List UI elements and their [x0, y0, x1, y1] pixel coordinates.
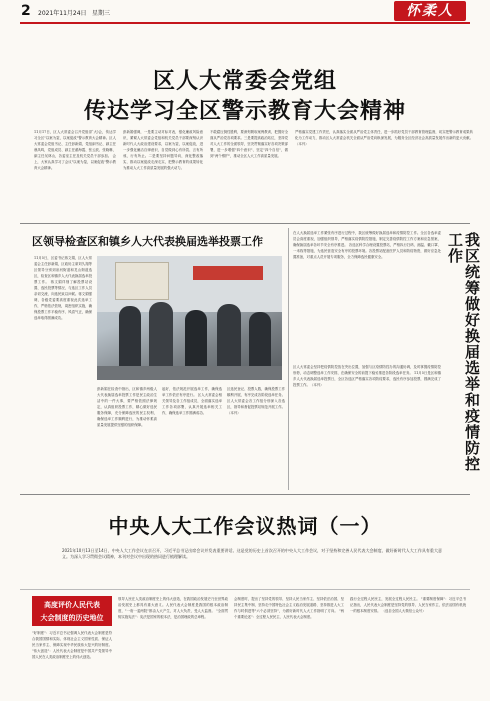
bottom-sidebar-text: "好制度"：习近平总书记强调人民代表大会制度是符合我国国情和实际、体现社会主义国家性质、保证人民当家作主、保障实现中华民族伟大复兴的好制度。 "伟大创造"：人民代表大会制度是中国共产党领导中国人民在人类政治制度史上的伟大创造。	[32, 631, 112, 659]
top-article-col3: 不敢腐压倒性胜利，要深刻吸取案例教训，把握好全面从严治党各项要求。三是要提高政治站位，坚持党对人大工作的全面领导，坚决贯彻落实好各项决策部署，进一步增强"四个意识"、坚定"四个自信"，做到"两个维护"，推动全区人大工作高质量发展。	[210, 130, 288, 158]
bottom-intro: 2021年10月13日至14日，中央人大工作会议在京召开，习近平总书记出席会议并发表重要讲话。这是党的历史上首次召开的中央人大工作会议，对于坚持和完善人民代表大会制度、做好新时代人大工作具有重大意义。为深入学习贯彻会议精神，本刊对会议中出现的热词进行梳理解读。	[62, 548, 442, 559]
left-article-col3: 起好，依法规范开展选举工作，确保选举工作依法有序进行。 区人大常委会相关领导及各工作组成员，全面落实选举工作各项部署，认真开展选举相关工作，确保选举工作圆满成功。	[162, 387, 222, 415]
bottom-headline: 中央人大工作会议热词（一）	[108, 514, 382, 538]
bottom-col3: 践行全过程人民民主，发展全过程人民民主。 "重要制度保障"：习近平总书记指出，人民代表大会制度是坚持党的领导、人民当家作主、依法治国有机统一的根本制度安排。 （选自全国人大微信公众号）	[350, 597, 466, 613]
sidebar-label-line2: 大会制度的历史地位	[40, 614, 104, 622]
right-article-col1: 在人大换届选举工作紧张有序进行过程中，我区统筹做好换届选举和疫情防控工作。全区各选举委员会高度重视，加强组织领导，严格落实疫情防控措施，制定完善疫情防控工作方案和应急预案，确保换届选举各环节安全有序推进。 各选区科学合理设置投票站，严格执行扫码、测温、戴口罩、一米线等措施，为选民营造安全有序的投票环境。各投票站配备医护人员和防疫物资，做好应急处置准备，对重点人员开展专项服务，全力保障选民健康安全。	[293, 231, 441, 259]
sidebar-label-box	[32, 596, 112, 626]
intro-divider	[20, 589, 470, 590]
sidebar-label-line1: 高度评价人民代表	[44, 601, 100, 609]
top-headline-line2: 传达学习全区警示教育大会精神	[83, 99, 406, 124]
section-divider-bottom	[20, 494, 470, 495]
photo-banner	[193, 266, 263, 280]
page-number: 2	[21, 3, 31, 19]
top-headline-line1: 区人大常委会党组	[152, 69, 337, 94]
top-article-col2: 彭新娟强调，一是要主动对标对表，强化廉政风险意识，紧紧人大常委会党组和机关党员干部要深刻认识新时代人大政治建设要求，以案为鉴，以案促改，进一步强化廉洁自律意识，自觉做到心有所畏、言有所戒、行有所止。二是要坚持问题导向，深化整改落实，推动以案促改走深走实，把警示教育的成果转化为推动人大工作高质量发展的强大动力。	[123, 130, 203, 170]
issue-weekday: 星期三	[92, 10, 111, 17]
right-article-vertical-title: 我区统筹做好换届选举和疫情防控工作	[446, 232, 481, 472]
left-article-col1: 11月5日，区委书记蒋文娟，区人大常委会主任彭新娟，区政协主席刘久翔等区领导分别到泉河街道和龙山街道选区，检查区和镇乡人大代表换届选举投票工作。 蒋文娟详细了解投票站设置、选民投票等情况，与选区工作人员亲切交流，向选民致以问候。蒋文娟强调，各级党委要高度重视此次选举工作，严格依法依规，周密组织实施，确保投票工作平稳有序、风清气正，确保选举取得圆满成功。	[34, 256, 92, 320]
top-article-col4: 严格落实党建工作责任，认真落实全面从严治党主体责任，进一步抓好党员干部教育管理监督，切实把警示教育成果转化为工作动力，推动区人大常委会机关全面从严治党向纵深发展，为服务全区经济社会高质量发展作出新的更大贡献。（本刊）	[295, 130, 473, 146]
top-article-col1: 11月17日，区人大常委会召开党组(扩大)会，传达学习全区"以案为鉴，以案促改"警示教育大会精神。区人大常委会党组书记、主任彭新娟，党组副书记、副主任谯凤鸣，党组成员、副主任翟海霞、张云波、张晓琳，副主任吴林山，各委室主任及机关党员干部参加。 会上，大家认真学习了会议"以案为鉴，以案促改"警示教育大会精神。	[34, 130, 116, 170]
paper-logo-text: 怀柔人	[406, 3, 454, 19]
photo-poster	[115, 262, 169, 300]
paper-logo	[394, 1, 466, 21]
right-article-divider	[288, 228, 289, 490]
section-divider-top	[20, 223, 470, 224]
bottom-col2: 会制度时，提出了坚持党的领导、坚持人民当家作主、坚持依法治国、坚持民主集中制、坚持走中国特色社会主义政治发展道路、坚持推进人大工作与时俱进等"六个必须坚持"，为做好新时代人大工作指明了方向。 "两个重要论述"：全过程人民民主、人民代表大会制度。	[234, 597, 344, 619]
inspection-photo	[97, 256, 282, 380]
left-article-col4: 区选民登记、投票人数，确保投票工作顺利开展，有序完成各阶段选举任务。区人大常委会各工作组分别深入各选区，指导和督促投票站规范开展工作。（本刊）	[227, 387, 285, 415]
masthead-rule	[20, 22, 470, 24]
right-article-col2: 区人大常委会坚持把疫情防控放在突出位置，加强与区疫情防控办的沟通协调，及时掌握疫情防控形势，动态调整选举工作安排，在确保安全的前提下稳妥推进各阶段选举任务。 11月5日是区和镇乡人大代表换届选举投票日，全区各选区严格落实各项防疫要求，选民有序参加投票，圆满完成了投票工作。（本刊）	[293, 365, 441, 387]
photo-floor	[97, 366, 282, 380]
issue-date: 2021年11月24日	[38, 10, 87, 17]
bottom-col1: 领导人民在人类政治制度史上的伟大创造，在我国政治发展史乃至世界政治发展史上都具有重大意义。人民代表大会制度是我国的根本政治制度，"一府一委两院"都由人大产生，对人大负责，受人大监督。 "全面贯彻实施宪法"：宪法是国家的根本法，是治国理政的总章程。	[118, 597, 228, 619]
left-article-col2: 彭新娟在检查中指出，区和镇乡两级人大代表换届选举投票工作是民主政治生活中的一件大事，要严格依照法律规定，认真组织投票工作，精心做好选民服务保障，充分保障选民的民主权利，确保选举工作顺利进行，为推动怀柔高质量发展提供坚强的组织保障。	[97, 387, 157, 427]
left-article-headline: 区领导检查区和镇乡人大代表换届选举投票工作	[32, 235, 263, 248]
